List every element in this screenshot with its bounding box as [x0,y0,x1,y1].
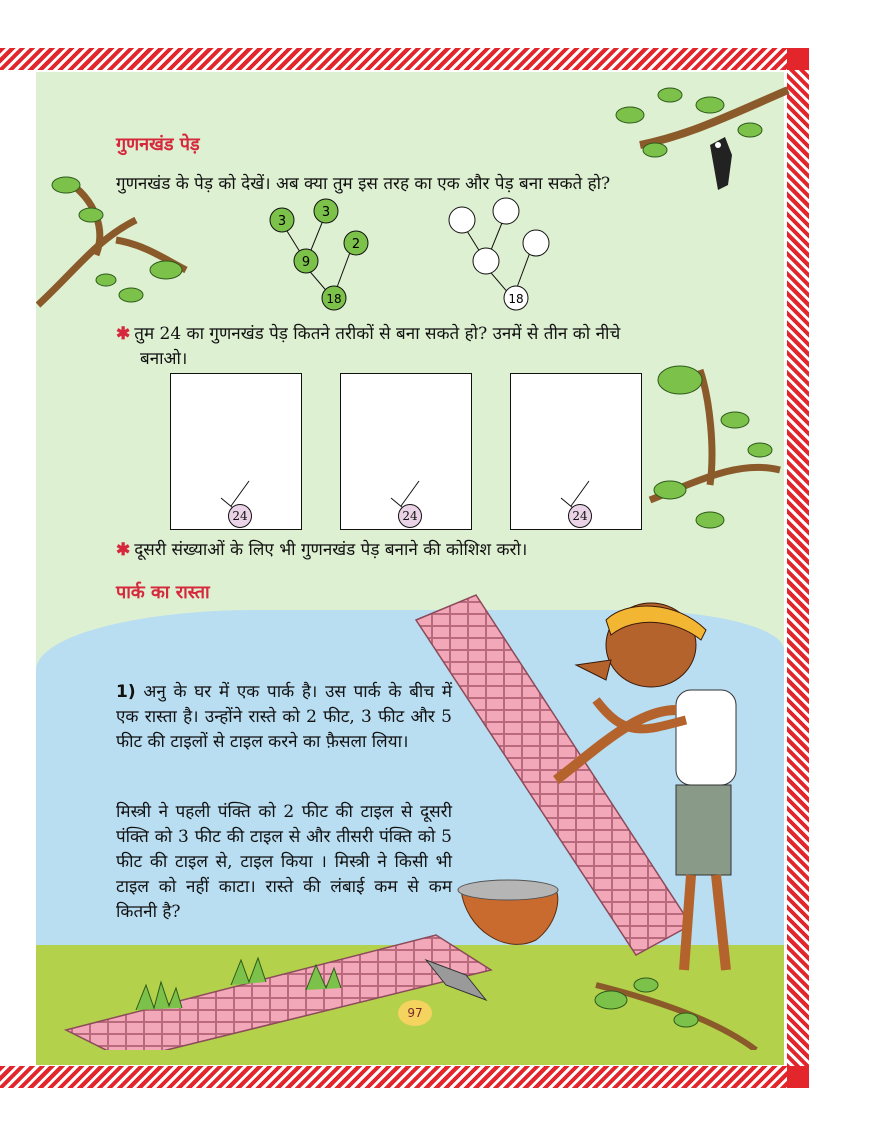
problem-paragraph-2: मिस्त्री ने पहली पंक्ति को 2 फीट की टाइल से दूसरी पंक्ति को 3 फीट की टाइल से और तीसरी पंक्ति को 5 फीट की टाइल से, टाइल किया । मिस्त्री ने किसी भी टाइल को नहीं काटा। रास्ते की लंबाई कम से कम कितनी है? [116,802,452,922]
decorative-border-top [0,48,800,70]
blank-node-leaf-left [449,207,475,233]
branch-illustration-right [640,360,785,540]
root-value: 18 [326,292,342,306]
middle-value: 9 [301,255,311,270]
blank-root-value: 18 [508,292,524,306]
example-factor-tree [260,195,380,315]
decorative-border-right [787,48,809,1088]
blank-node-side [523,230,549,256]
asterisk-icon: ✱ [116,324,131,344]
side-value: 2 [351,237,361,252]
box-3-root-24: 24 [568,504,592,528]
worker-dhoti [676,785,731,875]
border-corner-top [787,48,809,70]
blank-factor-tree [440,195,560,315]
blank-node-leaf-right [493,198,519,224]
cement-bowl [458,880,558,900]
question-other-numbers-text: दूसरी संख्याओं के लिए भी गुणनखंड पेड़ बनाने की कोशिश करो। [134,540,528,560]
factor-tree-intro: गुणनखंड के पेड़ को देखें। अब क्या तुम इस तरह का एक और पेड़ बना सकते हो? [116,174,611,194]
section-title-park-path: पार्क का रास्ता [116,582,210,603]
worker-vest [676,690,736,785]
question-other-numbers [116,538,676,563]
border-corner-bottom [787,1066,809,1088]
box-1-root-24: 24 [228,504,252,528]
decorative-border-bottom [0,1066,800,1088]
question-24-line-1: तुम 24 का गुणनखंड पेड़ कितने तरीकों से बना सकते हो? उनमें से तीन को नीचे [134,324,621,344]
leaf-left-value: 3 [277,214,287,229]
tiled-path [66,935,491,1050]
question-24-factor-trees [116,322,736,347]
answer-box-2[interactable] [340,373,472,530]
problem-number: 1) [116,682,136,702]
blank-node-middle [473,248,499,274]
question-24-line-2: बनाओ। [140,349,188,369]
problem-paragraph-1-text: अनु के घर में एक पार्क है। उस पार्क के बीच में एक रास्ता है। उन्होंने रास्ते को 2 फीट, 3 फीट और 5 फीट की टाइलों से टाइल करने का फ़ैसला लिया। [116,682,453,752]
answer-box-1[interactable] [170,373,302,530]
leaf-right-value: 3 [321,205,331,220]
section-title-factor-tree: गुणनखंड पेड़ [116,134,200,155]
asterisk-icon: ✱ [116,540,131,560]
park-path-illustration [36,590,784,1050]
page-number: 97 [398,1000,432,1026]
box-2-root-24: 24 [398,504,422,528]
answer-box-3[interactable] [510,373,642,530]
